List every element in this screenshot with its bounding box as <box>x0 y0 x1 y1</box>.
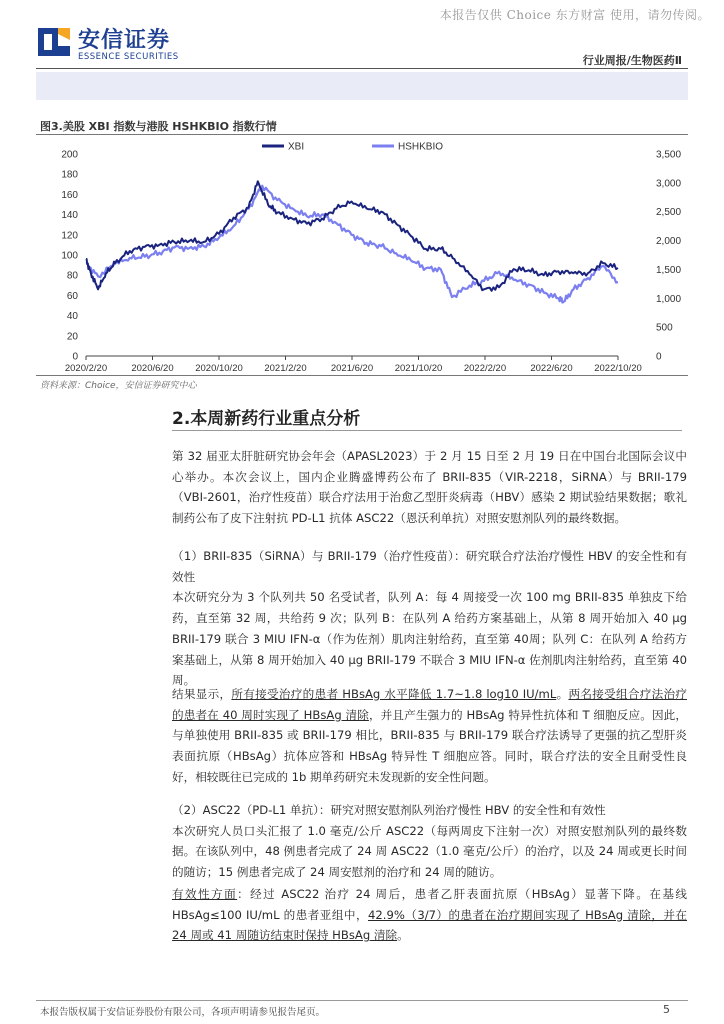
paragraph-asc22-efficacy <box>172 884 687 946</box>
x-tick-label: 2020/10/20 <box>195 363 243 374</box>
efficacy-mid: ：经过 ASC22 治疗 24 周后，患者乙肝表面抗原（HBsAg）显著下降。在基线 HBsAg≤100 IU/mL 的患者亚组中， <box>172 887 687 922</box>
section-divider <box>172 430 682 431</box>
x-tick-label: 2020/6/20 <box>131 363 174 374</box>
brand-name-cn: 安信证券 <box>78 28 171 53</box>
efficacy-label: 有效性方面 <box>172 887 238 901</box>
y-left-tick-label: 20 <box>66 331 78 343</box>
figure-source: 资料来源：Choice，安信证券研究中心 <box>40 381 197 391</box>
y-left-tick-label: 180 <box>61 169 78 181</box>
x-tick-label: 2022/2/20 <box>463 363 507 374</box>
y-right-tick-label: 500 <box>656 322 673 334</box>
y-left-tick-label: 160 <box>61 189 78 201</box>
figure-bottom-divider <box>36 375 688 376</box>
legend-label-xbi: XBI <box>288 141 305 153</box>
header-divider <box>36 68 688 69</box>
y-left-tick-label: 60 <box>66 290 78 302</box>
header-banner <box>36 72 688 100</box>
page-number: 5 <box>663 1003 670 1016</box>
y-left-tick-label: 100 <box>61 250 78 262</box>
results-rest: ，并且产生强力的 HBsAg 特异性抗体和 T 细胞反应。因此，与单独使用 BRII-835 或 BRII-179 相比，BRII-835 与 BRII-179 联合疗法诱导了更强的抗乙型肝炎表面抗原（HBsAg）抗体应答和 HBsAg 特异性 T 细胞应答。同时，联合疗法的安全且耐受性良好，相较既往已完成的 1b 期单药研究未发现新的安全性问题。 <box>172 707 688 784</box>
x-tick-label: 2020/2/20 <box>64 363 108 374</box>
results-mid: 。 <box>556 687 569 701</box>
paragraph-intro: 第 32 届亚太肝脏研究协会年会（APASL2023）于 2 月 15 日至 2 月 19 日在中国台北国际会议中心举办。本次会议上，国内企业腾盛博药公布了 BRII-835（VIR-2218，SiRNA）与 BRII-179（VBI-2601，治疗性疫苗）联合疗法用于治愈乙型肝炎病毒（HBV）感染 2 期试验结果数据；歌礼制药公布了皮下注射抗 PD-L1 抗体 ASC22（恩沃利单抗）对照安慰剂队列的最终数据。 <box>172 449 687 526</box>
series-line-xbi <box>86 181 618 290</box>
x-tick-label: 2022/6/20 <box>530 363 573 374</box>
section-title: 2.本周新药行业重点分析 <box>172 409 361 429</box>
y-left-tick-label: 200 <box>61 149 78 161</box>
x-tick-label: 2022/10/20 <box>594 363 642 374</box>
figure-top-divider <box>36 134 688 135</box>
x-tick-label: 2021/10/20 <box>394 363 443 374</box>
footer-divider <box>36 1000 688 1001</box>
y-left-tick-label: 80 <box>66 270 78 282</box>
x-tick-label: 2021/6/20 <box>330 363 374 374</box>
results-highlight-2: 两名接受组合疗法治疗的患者在 40 周时实现了 HBsAg 清除 <box>172 687 687 722</box>
brand-name-en: ESSENCE SECURITIES <box>78 52 179 62</box>
y-right-tick-label: 3,000 <box>656 178 682 190</box>
results-highlight-1: 所有接受治疗的患者 HBsAg 水平降低 1.7~1.8 log10 IU/mL <box>231 687 557 701</box>
brand-logo <box>36 22 181 64</box>
y-right-tick-label: 2,500 <box>656 207 682 219</box>
footer-disclaimer: 本报告版权属于安信证券股份有限公司，各项声明请参见报告尾页。 <box>40 1007 326 1018</box>
efficacy-end: 。 <box>397 928 409 943</box>
y-left-tick-label: 140 <box>61 210 78 222</box>
paragraph-brii-study: （1）BRII-835（SiRNA）与 BRII-179（治疗性疫苗）：研究联合疗法治疗慢性 HBV 的安全性和有效性 本次研究分为 3 个队列共 50 名受试者，队列 A：每 4 周接受一次 100 mg BRII-835 单独皮下给药，直至第 32 周，共给药 9 次；队列 B：在队列 A 给药方案基础上，从第 8 周开始加入 40 μg BRII-179 联合 3 MIU IFN-α（作为佐剂）肌肉注射给药，直至第 40周；队列 C：在队列 A 给药方案基础上，从第 8 周开始加入 40 μg BRII-179 不联合 3 MIU IFN-α 佐剂肌肉注射给药，直至第 40周。 <box>172 549 687 688</box>
index-line-chart <box>36 136 688 374</box>
legend-label-hshkbio: HSHKBIO <box>398 141 444 153</box>
paragraph-brii-results <box>172 684 687 788</box>
y-left-tick-label: 0 <box>72 351 78 363</box>
results-lead: 结果显示， <box>172 687 232 701</box>
logo-mark-icon <box>36 24 72 60</box>
paragraph-asc22-study: （2）ASC22（PD-L1 单抗）：研究对照安慰剂队列治疗慢性 HBV 的安全性和有效性 本次研究人员口头汇报了 1.0 毫克/公斤 ASC22（每两周皮下注射一次）对照安慰剂队列的最终数据。在该队列中，48 例患者完成了 24 周 ASC22（1.0 毫克/公斤）的治疗，以及 24 周或更长时间的随访；15 例患者完成了 24 周安慰剂的治疗和 24 周的随访。 <box>172 803 687 880</box>
y-right-tick-label: 3,500 <box>656 149 682 161</box>
x-tick-label: 2021/2/20 <box>264 363 307 374</box>
report-type: 行业周报/生物医药Ⅱ <box>582 54 682 67</box>
efficacy-highlight: 42.9%（3/7）的患者在治疗期间实现了 HBsAg 清除，并在 24 周或 41 周随访结束时保持 HBsAg 清除 <box>172 907 688 943</box>
y-right-tick-label: 2,000 <box>656 236 682 248</box>
y-right-tick-label: 1,500 <box>656 264 682 276</box>
y-right-tick-label: 1,000 <box>656 293 682 305</box>
watermark-text: 本报告仅供 Choice 东方财富 使用，请勿传阅。 <box>439 8 710 22</box>
y-left-tick-label: 40 <box>66 311 78 323</box>
y-left-tick-label: 120 <box>61 230 78 242</box>
figure-title: 图3.美股 XBI 指数与港股 HSHKBIO 指数行情 <box>40 120 277 133</box>
y-right-tick-label: 0 <box>656 351 662 363</box>
